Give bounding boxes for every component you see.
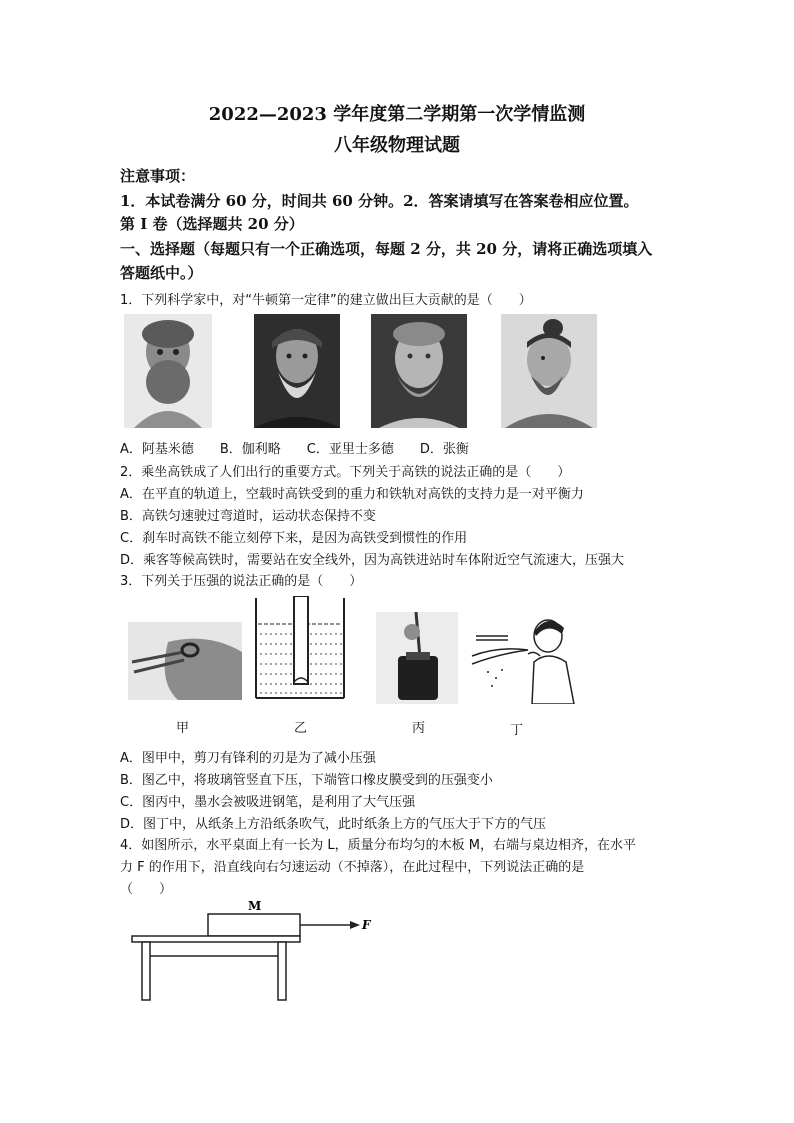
zhang-heng-portrait-icon bbox=[501, 314, 597, 428]
table-top bbox=[132, 936, 300, 942]
q3-option-d: D．图丁中，从纸条上方沿纸条吹气，此时纸条上方的气压大于下方的气压 bbox=[120, 817, 547, 832]
section-heading: 一、选择题（每题只有一个正确选项，每题 2 分，共 20 分，请将正确选项填入 bbox=[120, 240, 653, 258]
q4-stem-line3: （ ） bbox=[120, 882, 173, 897]
glass-tube-figure-icon bbox=[254, 596, 346, 702]
board-m bbox=[208, 914, 300, 936]
q2-option-a: A．在平直的轨道上，空载时高铁受到的重力和铁轨对高铁的支持力是一对平衡力 bbox=[120, 487, 584, 502]
q4-stem-line1: 4．如图所示，水平桌面上有一长为 L，质量分布均匀的木板 M，右端与桌边相齐，在水平 bbox=[120, 838, 636, 853]
section-heading-cont: 答题纸中。） bbox=[120, 264, 203, 282]
exam-subtitle: 八年级物理试题 bbox=[334, 135, 460, 156]
figure-label-yi: 乙 bbox=[294, 721, 308, 736]
q3-option-c: C．图丙中，墨水会被吸进钢笔，是利用了大气压强 bbox=[120, 795, 416, 810]
blowing-paper-figure-icon bbox=[468, 606, 584, 704]
table-leg-left bbox=[142, 942, 150, 1000]
q3-option-b: B．图乙中，将玻璃管竖直下压，下端管口橡皮膜受到的压强变小 bbox=[120, 773, 493, 788]
q1-stem: 1．下列科学家中，对“牛顿第一定律”的建立做出巨大贡献的是（ ） bbox=[120, 293, 532, 308]
notes-heading: 注意事项： bbox=[120, 167, 196, 185]
notes-line: 1．本试卷满分 60 分，时间共 60 分钟。2．答案请填写在答案卷相应位置。 bbox=[120, 192, 639, 210]
table-leg-right bbox=[278, 942, 286, 1000]
figure-label-bing: 丙 bbox=[412, 721, 426, 736]
galileo-portrait-icon bbox=[254, 314, 340, 428]
q2-stem: 2．乘坐高铁成了人们出行的重要方式。下列关于高铁的说法正确的是（ ） bbox=[120, 465, 571, 480]
ink-pen-figure-icon bbox=[376, 612, 458, 704]
q2-option-d: D．乘客等候高铁时，需要站在安全线外，因为高铁进站时车体附近空气流速大，压强大 bbox=[120, 553, 625, 568]
part-heading: 第 I 卷（选择题共 20 分） bbox=[120, 215, 304, 233]
scissors-figure-icon bbox=[128, 622, 242, 700]
exam-title: 2022—2023 学年度第二学期第一次学情监测 bbox=[208, 104, 586, 125]
q3-option-a: A．图甲中，剪刀有锋利的刃是为了减小压强 bbox=[120, 751, 376, 766]
q2-option-c: C．刹车时高铁不能立刻停下来，是因为高铁受到惯性的作用 bbox=[120, 531, 468, 546]
force-label: F bbox=[362, 918, 371, 932]
table-board-figure bbox=[128, 896, 388, 1002]
figure-label-ding: 丁 bbox=[510, 723, 524, 738]
q4-stem-line2: 力 F 的作用下，沿直线向右匀速运动（不掉落），在此过程中，下列说法正确的是 bbox=[120, 860, 585, 875]
board-label: M bbox=[248, 899, 262, 913]
aristotle-portrait-icon bbox=[371, 314, 467, 428]
archimedes-portrait-icon bbox=[124, 314, 212, 428]
q2-option-b: B．高铁匀速驶过弯道时，运动状态保持不变 bbox=[120, 509, 376, 524]
q1-options: A．阿基米德 B．伽利略 C．亚里士多德 D．张衡 bbox=[120, 442, 469, 457]
q3-stem: 3．下列关于压强的说法正确的是（ ） bbox=[120, 574, 363, 589]
figure-label-jia: 甲 bbox=[176, 721, 190, 736]
